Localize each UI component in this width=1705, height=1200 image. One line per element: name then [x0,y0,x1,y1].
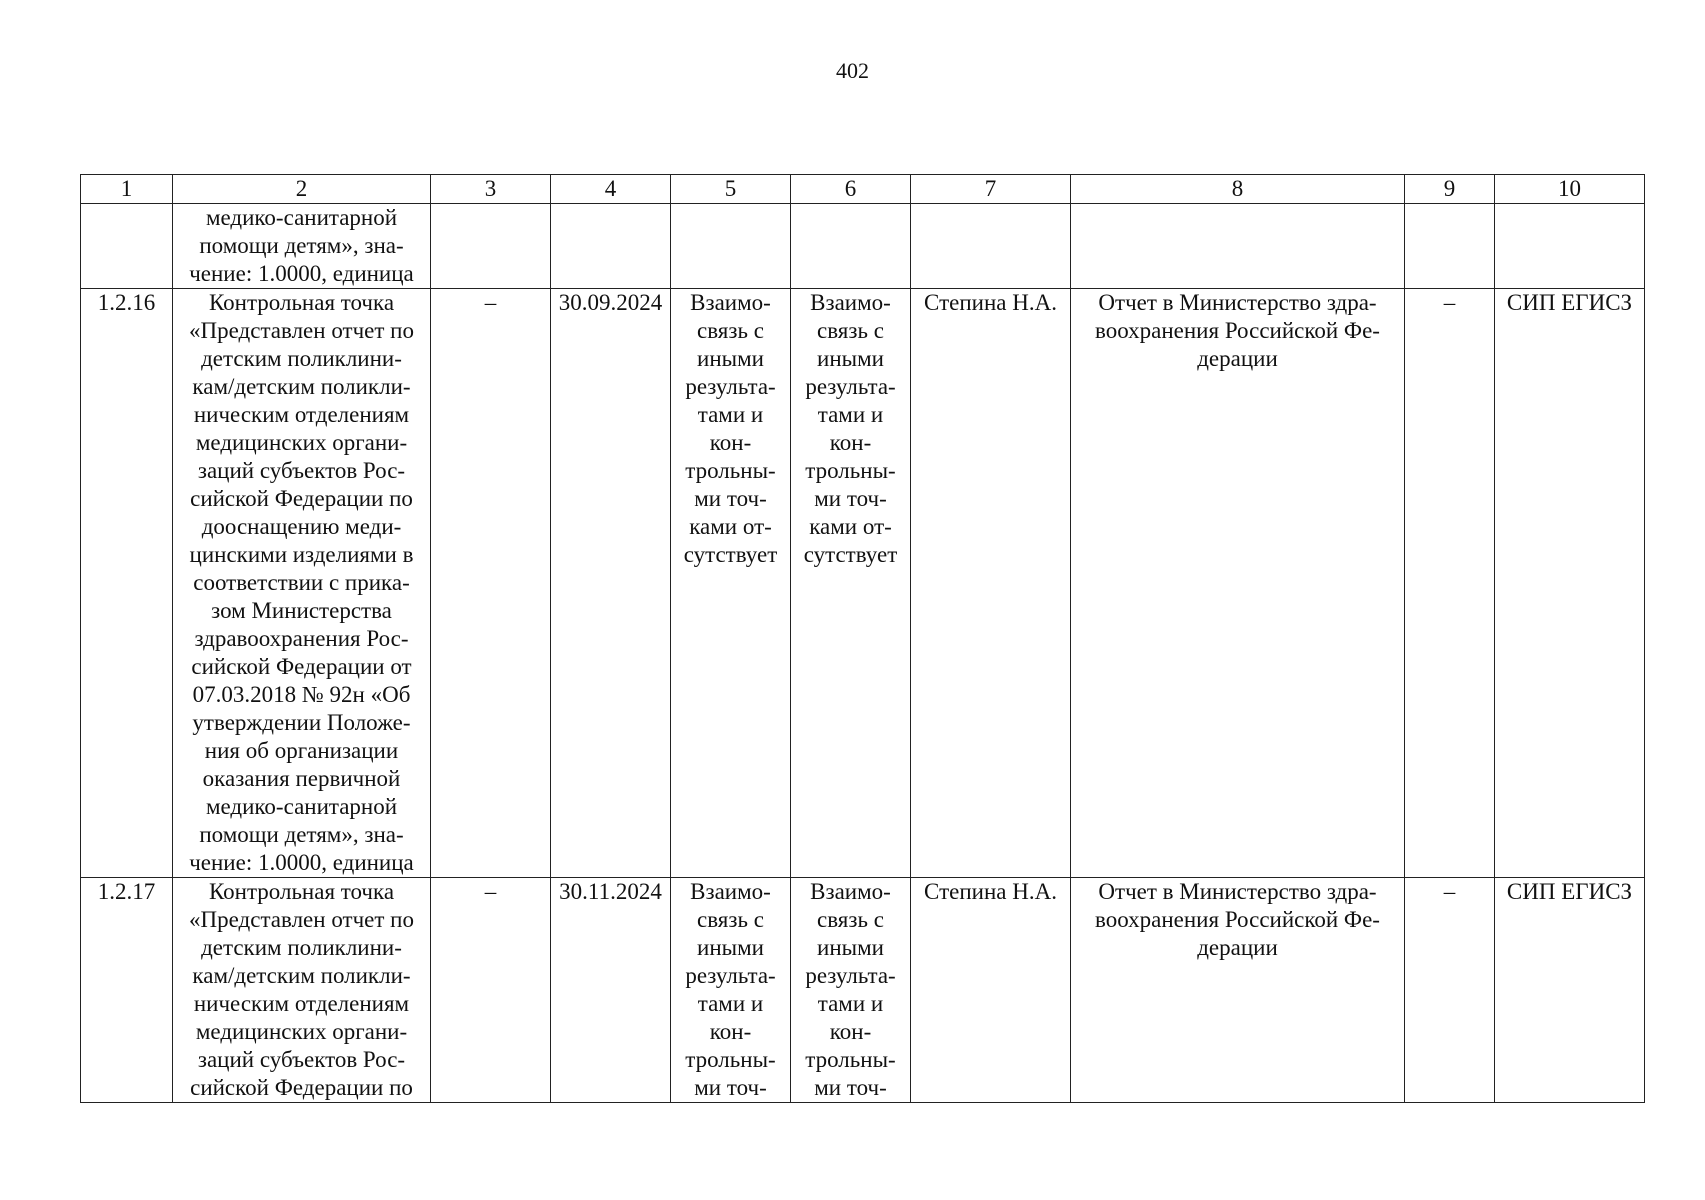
column-header-8: 8 [1071,175,1405,204]
table-cell [173,878,431,1103]
table-cell [911,878,1071,1103]
cell-text: 1.2.17 [97,879,156,904]
table-cell [1405,204,1495,289]
cell-text: Взаимо- связь с иными результа- тами и кон- трольны- ми точ- [685,879,776,1100]
header-row [81,175,1645,204]
cell-text: Контрольная точка «Представлен отчет по детским поликлини- кам/детским поликли- ническим отделениям медицинских органи- заций субъектов Рос- сийской Федерации по дооснащению меди- цинскими изделиями в соответствии с прика- зом Министерства здравоохранения Рос- сийской Федерации от 07.03.2018 № 92н «Об утверждении Положе- ния об организации оказания первичной медико-санитарной помощи детям», зна- чение: 1.0000, единица [189,290,414,875]
table-row [81,878,1645,1103]
table-cell [1071,289,1405,878]
page-number: 402 [836,58,869,83]
cell-text: Степина Н.А. [924,290,1057,315]
table-cell [791,878,911,1103]
cell-text: СИП ЕГИСЗ [1506,879,1633,904]
table-cell [173,204,431,289]
table-cell [173,289,431,878]
table-cell [791,289,911,878]
table-cell [911,289,1071,878]
column-header-2: 2 [173,175,431,204]
table-cell [911,204,1071,289]
table-cell [551,204,671,289]
column-header-5: 5 [671,175,791,204]
table-cell [671,878,791,1103]
column-header-9: 9 [1405,175,1495,204]
cell-text: Отчет в Министерство здра- воохранения Российской Фе- дерации [1095,879,1380,960]
table-cell [1495,878,1645,1103]
table-cell [81,289,173,878]
cell-text: – [1443,290,1456,315]
table-cell [1495,204,1645,289]
table-cell [431,878,551,1103]
cell-text: – [484,879,497,904]
cell-text: – [484,290,497,315]
cell-text: 30.11.2024 [559,879,662,904]
cell-text: Взаимо- связь с иными результа- тами и кон- трольны- ми точ- ками от- сутствует [803,290,898,567]
cell-text: Взаимо- связь с иными результа- тами и кон- трольны- ми точ- ками от- сутствует [683,290,778,567]
cell-text: – [1443,879,1456,904]
table-cell [551,878,671,1103]
table-cell [431,204,551,289]
table-cell [81,204,173,289]
column-header-10: 10 [1495,175,1645,204]
table-cell [791,204,911,289]
table-cell [1405,289,1495,878]
column-header-1: 1 [81,175,173,204]
table-cell [1071,878,1405,1103]
table-cell [1071,204,1405,289]
table-cell [671,289,791,878]
cell-text: СИП ЕГИСЗ [1506,290,1633,315]
table-cell [1495,289,1645,878]
cell-text: 30.09.2024 [558,290,663,315]
cell-text: медико-санитарной помощи детям», зна- чение: 1.0000, единица [189,205,414,286]
data-table [80,174,1645,1103]
table-row [81,289,1645,878]
cell-text: Контрольная точка «Представлен отчет по детским поликлини- кам/детским поликли- ническим отделениям медицинских органи- заций субъектов Рос- сийской Федерации по [189,879,414,1100]
column-header-4: 4 [551,175,671,204]
cell-text: Степина Н.А. [924,879,1057,904]
column-header-6: 6 [791,175,911,204]
cell-text: Отчет в Министерство здра- воохранения Российской Фе- дерации [1095,290,1380,371]
cell-text: 1.2.16 [97,290,156,315]
table-cell [81,878,173,1103]
table-row [81,204,1645,289]
table-cell [1405,878,1495,1103]
column-header-3: 3 [431,175,551,204]
column-header-7: 7 [911,175,1071,204]
table-cell [551,289,671,878]
table-cell [431,289,551,878]
cell-text: Взаимо- связь с иными результа- тами и кон- трольны- ми точ- [805,879,896,1100]
table-cell [671,204,791,289]
